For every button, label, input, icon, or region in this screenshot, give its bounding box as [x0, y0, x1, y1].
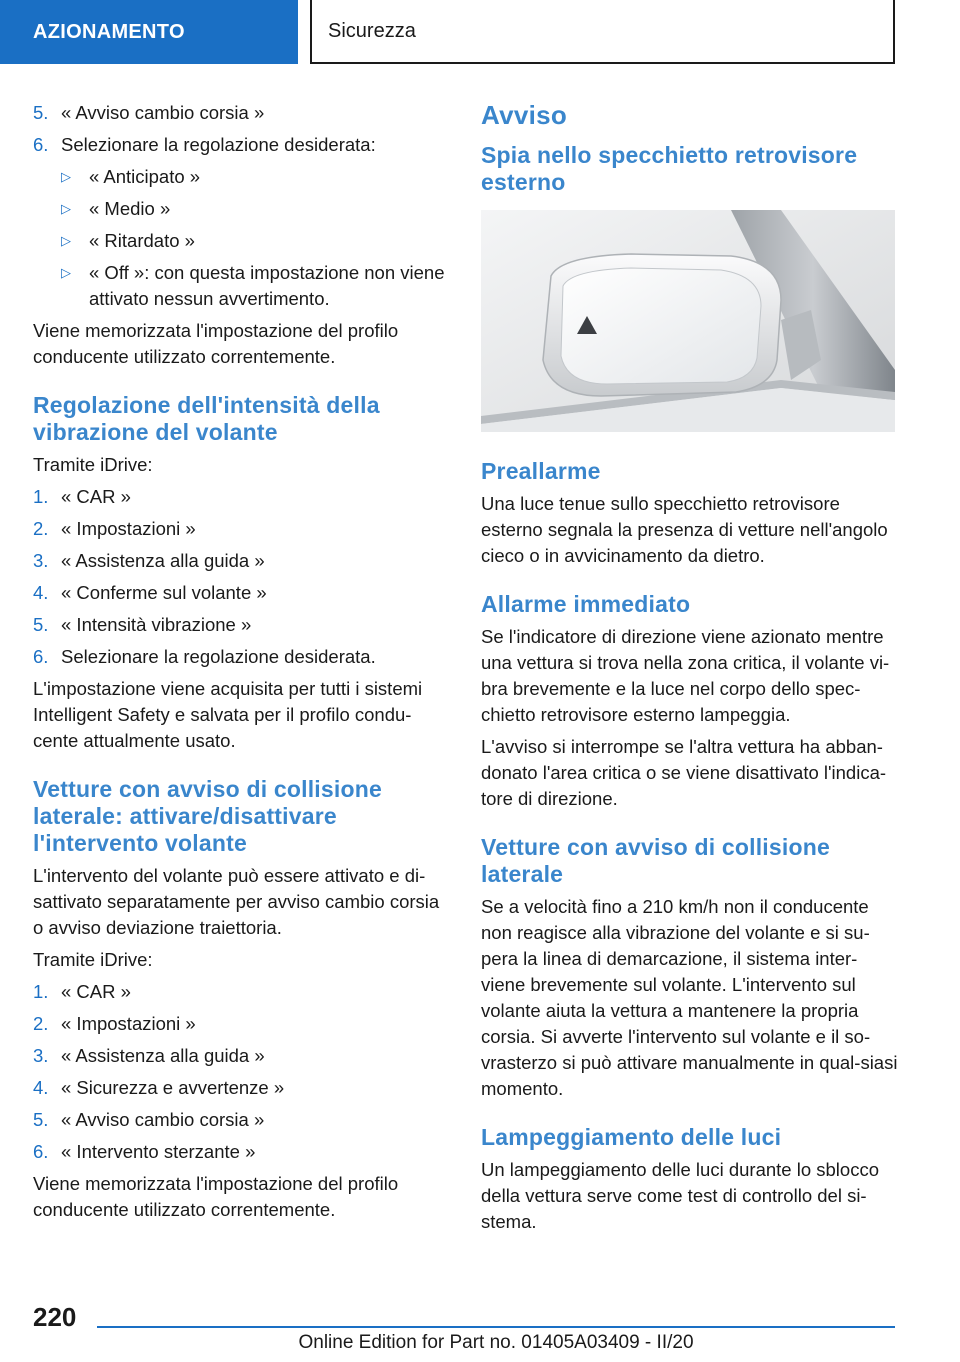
section-heading: Allarme immediato [481, 591, 691, 617]
section-heading: Regolazione dell'intensità della vibrazione del volante [33, 392, 380, 445]
chapter-tab [0, 0, 298, 64]
list-number: 5. [33, 1109, 49, 1130]
sub-list-text: « Anticipato » [89, 166, 201, 187]
list-text: « Conferme sul volante » [61, 582, 267, 603]
footer-edition: Online Edition for Part no. 01405A03409 - II/20 [298, 1332, 694, 1353]
list-text: « Intensità vibrazione » [61, 614, 252, 635]
paragraph: Una luce tenue sullo specchietto retrovisore esterno segnala la presenza di vetture nell'angolo cieco o in avvicinamento da dietro. [481, 493, 888, 566]
sub-list-item [61, 228, 453, 254]
list-text: « Avviso cambio corsia » [61, 1109, 265, 1130]
list-text: « CAR » [61, 486, 131, 507]
list-text: « Sicurezza e avvertenze » [61, 1077, 285, 1098]
list-number: 4. [33, 582, 49, 603]
paragraph: L'impostazione viene acquisita per tutti i sistemi Intelligent Safety e salvata per il profilo condu-cente attualmente usato. [33, 678, 423, 751]
list-item [33, 100, 453, 126]
list-number: 3. [33, 1045, 49, 1066]
list-item [33, 1075, 453, 1101]
list-item [33, 516, 453, 542]
section-title: Sicurezza [328, 19, 416, 42]
paragraph: Viene memorizzata l'impostazione del profilo conducente utilizzato correntemente. [33, 1173, 399, 1220]
sub-list-item [61, 260, 453, 312]
list-text: Selezionare la regolazione desiderata. [61, 646, 376, 667]
list-text: « Impostazioni » [61, 1013, 196, 1034]
list-text: « Avviso cambio corsia » [61, 102, 265, 123]
page-number: 220 [33, 1302, 77, 1332]
page-title: Avviso [481, 100, 568, 130]
list-text: « Impostazioni » [61, 518, 196, 539]
list-item [33, 132, 453, 158]
list-item [33, 1107, 453, 1133]
list-text: « Assistenza alla guida » [61, 1045, 265, 1066]
paragraph: L'intervento del volante può essere attivato e di-sattivato separatamente per avviso cambio corsia o avviso deviazione traiettoria. [33, 865, 440, 938]
left-column [33, 100, 453, 1229]
section-heading: Spia nello specchietto retrovisore esterno [481, 142, 858, 195]
section-heading: Lampeggiamento delle luci [481, 1124, 782, 1150]
list-number: 4. [33, 1077, 49, 1098]
chapter-title: AZIONAMENTO [33, 20, 185, 43]
triangle-bullet-icon: ▷ [61, 233, 71, 248]
sub-list-text: « Ritardato » [89, 230, 195, 251]
list-text: « CAR » [61, 981, 131, 1002]
list-item [33, 644, 453, 670]
section-heading: Vetture con avviso di collisione laterale: attivare/disattivare l'intervento volante [33, 776, 382, 856]
sub-list-text: « Off »: con questa impostazione non viene attivato nessun avvertimento. [89, 262, 445, 309]
list-item [33, 612, 453, 638]
paragraph: Tramite iDrive: [33, 454, 153, 475]
list-number: 1. [33, 981, 49, 1002]
list-number: 6. [33, 134, 49, 155]
paragraph: Viene memorizzata l'impostazione del profilo conducente utilizzato correntemente. [33, 320, 399, 367]
paragraph: L'avviso si interrompe se l'altra vettura ha abban-donato l'area critica o se viene disattivato l'indica-tore di direzione. [481, 736, 887, 809]
paragraph: Se a velocità fino a 210 km/h non il conducente non reagisce alla vibrazione del volante e si su-pera la linea di demarcazione, il sistema inter-viene brevemente sul volante. L'intervento sul volante aiuta la vettura a mantenere la propria corsia. Si avverte l'intervento sul volante e il so-vrasterzo si può attivare manualmente in qual-siasi momento. [481, 896, 898, 1099]
list-text: « Assistenza alla guida » [61, 550, 265, 571]
section-heading: Preallarme [481, 458, 601, 484]
sub-list-item [61, 164, 453, 190]
list-item [33, 979, 453, 1005]
list-number: 6. [33, 1141, 49, 1162]
section-heading: Vetture con avviso di collisione laterale [481, 834, 830, 887]
list-number: 3. [33, 550, 49, 571]
list-item [33, 548, 453, 574]
list-text: Selezionare la regolazione desiderata: [61, 134, 376, 155]
triangle-bullet-icon: ▷ [61, 201, 71, 216]
sub-list-text: « Medio » [89, 198, 171, 219]
paragraph: Se l'indicatore di direzione viene azionato mentre una vettura si trova nella zona critica, il volante vi-bra brevemente e la luce nel corpo dello spec-chietto retrovisore esterno lampeggia. [481, 626, 890, 725]
list-number: 5. [33, 102, 49, 123]
paragraph: Un lampeggiamento delle luci durante lo sblocco della vettura serve come test di controllo del si-stema. [481, 1159, 879, 1232]
list-number: 2. [33, 1013, 49, 1034]
list-number: 5. [33, 614, 49, 635]
sub-list-item [61, 196, 453, 222]
triangle-bullet-icon: ▷ [61, 169, 71, 184]
list-text: « Intervento sterzante » [61, 1141, 256, 1162]
list-item [33, 1011, 453, 1037]
list-number: 1. [33, 486, 49, 507]
right-column [481, 100, 901, 1241]
triangle-bullet-icon: ▷ [61, 265, 71, 280]
section-header [310, 0, 895, 64]
list-item [33, 1139, 453, 1165]
paragraph: Tramite iDrive: [33, 949, 153, 970]
list-item [33, 1043, 453, 1069]
list-item [33, 484, 453, 510]
side-mirror-illustration [481, 210, 895, 432]
list-number: 6. [33, 646, 49, 667]
list-number: 2. [33, 518, 49, 539]
list-item [33, 580, 453, 606]
